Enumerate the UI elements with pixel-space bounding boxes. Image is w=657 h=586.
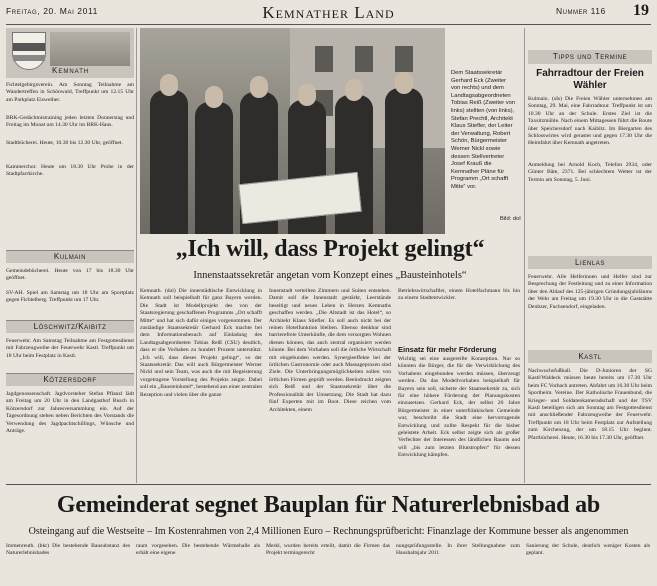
group-photo [140,28,445,234]
bottom-article-column: raum vorgesehen. Die bestehende Wärmehalle als erhält eine eigene [136,543,260,557]
bottom-subline: Osteingang auf die Westseite – Im Kostenrahmen von 2,4 Millionen Euro – Rechnungsprüfbericht: Finanzlage der Kommune besser als angenommen [28,526,629,537]
tipps-text: Kulmain. (sIs) Die Freien Wähler unternehmen am Sonntag, 29. Mai, eine Fahrradtour. Treffpunkt ist um 10.30 Uhr an der Schule. Erstes Ziel ist die Taxsitzmühle. Nach einem Mittagessen führt die Route über Speichersdorf nach Kaibitz. Im Biergarten des Schlosswirtes wird gerastet und gegen 17.30 Uhr die Heimfahrt über Kemnath angetreten. [528,96,652,147]
notice-item: Gemeindebücherei. Heute von 17 bis 18.30 Uhr geöffnet. [6,268,134,282]
notice-item: BRK-Gedächtnistraining jeden letzten Donnerstag und Freitag im Monat um 14.30 Uhr im BRK-Haus. [6,115,134,129]
koetzersdorf-heading: Kötzersdorf [6,373,134,386]
tipps-heading: Tipps und Termine [528,50,652,64]
kastl-heading: Kastl [528,350,652,363]
kemnath-banner [6,28,134,78]
notice-item: SV-AH. Spiel am Samstag um 18 Uhr am Sportplatz gegen Fichtelberg. Treffpunkt um 17 Uhr. [6,290,134,304]
kemnath-label: Kemnath [52,66,90,75]
tipps-contact: Anmeldung bei Arnold Koch, Telefon 2934, oder Günter Bäte, 2371. Bei schlechtem Wetter ist der Termin am Sonntag, 5. Juni. [528,162,652,183]
bottom-headline: Gemeinderat segnet Bauplan für Naturerlebnisbad ab [56,492,601,518]
notice-item: Fichtelgebirgsverein. Am Sonntag Teilnahme am Wandertreffen in Schönwald, Treffpunkt um 12.15 Uhr am Parkplatz Eisweiher. [6,82,134,103]
notice-item: Kammerchor. Heute um 18.30 Uhr Probe in der Stadtpfarrkirche. [6,164,134,178]
photo-caption: Dem Staatssekretär Gerhard Eck (Zweiter von rechts) und dem Landtagsabgeordneten Tobias Reiß (Zweiter von links) stellten (von links), Stefan Prechtl, Architekt Klaus Stiefler, der Leiter der Verwaltung, Robert Schön, Bürgermeister Werner Nickl sowie dessen Stellvertreter Josef Krauß die Kemnather Pläne für Programm „Ort schafft Mitte“ vor. [451,70,516,190]
section-rule [6,484,651,485]
main-headline: „Ich will, dass Projekt gelingt“ [175,236,485,262]
tipps-title: Fahrradtour der Freien Wähler [536,68,644,91]
article-column: Betriebswirtschaftler, einem Hotelfachmann bis hin zu einem Stadtentwickler. [398,288,520,302]
town-crest-icon [12,32,46,70]
article-column: Wichtig sei eine ausgereifte Konzeption. Nur so könnten die Bürger, die für die Verwirklichung des Vorhabens eingebunden werden müssen, überzeugt werden. Da das Modellvorhaben beispielhaft für Bayern sein soll, sicherte der Staatssekretär zu, sich für eine höhere Förderung der Planungskosten einzusetzen. Gerhard Eck, der selbst 20 Jahre Bürgermeister in einer unterfränkischen Gemeinde war, beschreibt die Stadt eine hervorragende Entwicklung und zollte Respekt für die bisher geleistete Arbeit. Eck selbst zeigte sich als großer Verfechter der Interessen des ländlichen Raums und will „bis zum letzten Blutstropfen“ für dessen Entwicklung kämpfen. [398,356,520,459]
lienlas-heading: Lienlas [528,256,652,269]
bottom-article-column: Sanierung der Schule, deutlich weniger Kosten als geplant. [526,543,650,557]
header-rule [6,24,651,25]
page-number: 19 [633,2,649,19]
bottom-article-column: Merkl, wurden bereits erteilt, damit die Firmen das Projekt termingerecht [266,543,390,557]
kastl-text: Nachwuchsfußball. Die D-Junioren der SG Kastl/Waldeck müssen heute bereits um 17.30 Uhr beim FC Vorbach antreten. Abfahrt um 16.30 Uhr beim Sportheim. Vereine. Der Katholische Frauenbund, die Krieger- und Soldatenkameradschaft und der TSV Kastl beteiligen sich am Sonntag am Festgottesdienst mit anschließender Fahrzeugweihe der Feuerwehr. Treffpunkt um 18 Uhr beim Festplatz zur Aufstellung zum Kirchenzug, der um 18.15 Uhr beginnt. Pfarrbücherei. Heute, 16.30 bis 17.30 Uhr, geöffnet. [528,368,652,441]
column-divider [136,28,137,483]
notice-item: Jagdgenossenschaft. Jagdvorsteher Stefan Pflanzl lädt am Freitag um 20 Uhr in den Landgasthof Busch in Kötzersdorf zur Jahresversammlung ein. Auf der Tagesordnung stehen neben Berichten des Vorstands die Verwendung des Jagdpachtschillings, Wünsche und Anträge. [6,391,134,435]
article-column: Innenstadt verteilten Zimmern und Suiten entstehen. Damit soll die Innenstadt gestärkt, Leerstände beseitigt und neues Leben in Herzen Kemnaths geschaffen werden. „Die Altstadt ist das Hotel“, so Architekt Klaus Stiefler. Es soll auch nicht bei der reinen Hotelfunktion bleiben. Ebenso denkbar sind barrierefreie Unterkünfte, die dem versorgten Wohnen dienen können, das auch zentral organisiert werden könnte. Bei dem Vorhaben soll die örtliche Wirtschaft mit eingebunden werden. Synergieeffekte bei der örtlichen Gastronomie oder auch Massagepraxen sind Ziele. Die Unterbringungsmöglichkeiten sollen von örtlichen Firmen geprüft werden. Beeindruckt zeigten sich Reiß und der Staatssekretär über die Professionalität der Umsetzung. Die Stadt hat dazu fünf Experten mit im Boot. Diese reichen vom Architekten, einem [269,288,391,413]
left-column [6,28,134,482]
main-subline: Innenstaatssekretär angetan vom Konzept eines „Bausteinhotels“ [193,270,467,281]
loeschwitz-heading: Löschwitz/Kaibitz [6,320,134,333]
kulmain-heading: Kulmain [6,250,134,263]
article-column: Kemnath. (dol) Die innerstädtische Entwicklung in Kemnath soll beispielhaft für ganz Bayern werden. Die Stadt ist Modellprojekt des von der Staatsregierung geschaffenen Programms „Ort schafft Mitte“ und hat sich dafür einiges vorgenommen. Der zuständige Staatssekretär Gerhard Eck machte bei dem Informationsbesuch auf Einladung des Landtagsabgeordneten Tobias Reiß (CSU) deutlich, dass er die Vorhaben zu hundert Prozent unterstützt. „Ich will, dass dieses Projekt gelingt“, so der Staatssekretär. Das will auch Bürgermeister Werner Nickl und sein Team, was auch die mit Begeisterung vorgetragene Vorstellung des Projekts zeigte. Dabei soll ein „Bausteinhotel“, bestehend aus einer zentralen Rezeption und vielen über die ganze [140,288,262,398]
bottom-article-column: Immenreuth. (bkr) Die bestehende Bausubstanz des Naturerlebnisbades [6,543,130,557]
lienlas-text: Feuerwehr. Alle Helferinnen und Helfer sind zur Besprechung der Festleitung und zu einer Information über den Ablauf des 125-jährigen Gründungsjubiläums der Wehr am Freitag um 19.30 Uhr in die Gaststätte Deubzer, Fuchsendorf, eingeladen. [528,274,652,310]
issue-number: Nummer 116 [556,6,606,16]
notice-item: Feuerwehr. Am Samstag Teilnahme am Festgottesdienst mit Fahrzeugweihe der Feuerwehr Kastl. Treffpunkt um 18 Uhr beim Festplatz in Kastl. [6,338,134,359]
notice-item: Stadtbücherei. Heute, 10.30 bis 12.30 Uhr, geöffnet. [6,140,123,146]
article-subheading: Einsatz für mehr Förderung [398,345,497,354]
issue-date: Freitag, 20. Mai 2011 [6,6,98,16]
town-skyline-image [50,32,130,66]
section-title: Kemnather Land [262,3,395,22]
column-divider [524,28,525,483]
photo-credit: Bild: dol [500,216,521,222]
bottom-article-column: nungsprüfungsstelle. In ihrer Stellungnahme zum Haushaltsjahr 2011 [396,543,520,557]
